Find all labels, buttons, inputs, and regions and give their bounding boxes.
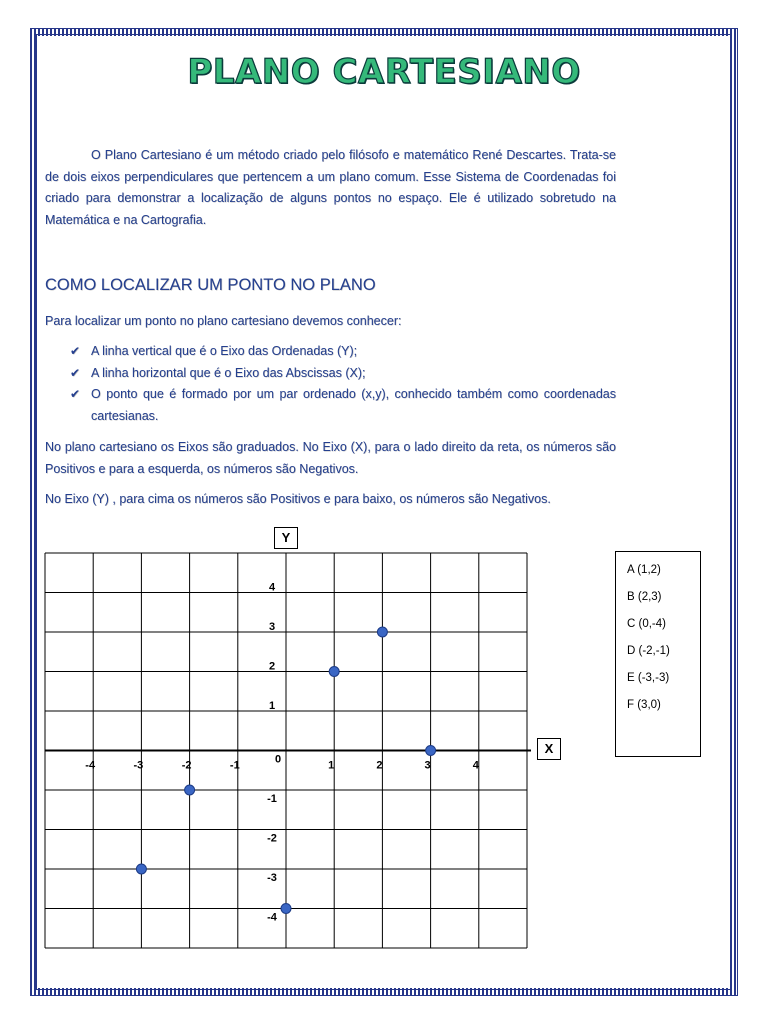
legend-item-f: F (3,0) — [627, 699, 661, 711]
y-axis-label: Y — [274, 527, 298, 549]
x-axis-label: X — [537, 738, 561, 760]
y-tick-label: 2 — [268, 660, 276, 673]
y-tick-label: 3 — [268, 621, 276, 633]
paragraph-eixo-x: No plano cartesiano os Eixos são graduados. No Eixo (X), para o lado direito da reta, os números são Positivos e para a esquerda, os números são Negativos. — [45, 440, 616, 476]
list-item-text: A linha horizontal que é o Eixo das Abscissas (X); — [91, 365, 366, 380]
y-tick-label: -3 — [267, 872, 277, 884]
data-point — [329, 667, 339, 677]
legend-item-c: C (0,-4) — [627, 618, 666, 630]
x-tick-label: 2 — [376, 759, 383, 772]
y-tick-label: 1 — [268, 700, 276, 712]
y-tick-label: 4 — [268, 581, 276, 594]
data-point — [281, 904, 291, 914]
data-point — [136, 864, 146, 874]
page-title: PLANO CARTESIANO — [187, 52, 581, 92]
x-tick-label: -3 — [133, 759, 144, 772]
check-icon: ✔ — [70, 344, 81, 358]
origin-label: 0 — [274, 753, 282, 766]
paragraph-conhecer: Para localizar um ponto no plano cartesiano devemos conhecer: — [45, 314, 402, 328]
y-tick-label: -1 — [267, 793, 277, 805]
x-tick-label: -1 — [229, 759, 240, 772]
legend-item-a: A (1,2) — [627, 564, 661, 576]
x-tick-label: 4 — [472, 759, 479, 772]
list-item-text: A linha vertical que é o Eixo das Ordenadas (Y); — [91, 344, 358, 358]
check-icon: ✔ — [70, 387, 81, 401]
legend-item-d: D (-2,-1) — [627, 645, 670, 657]
y-tick-label: -2 — [267, 832, 277, 845]
x-tick-label: 3 — [424, 759, 431, 772]
data-point — [185, 785, 195, 795]
section-heading: COMO LOCALIZAR UM PONTO NO PLANO — [45, 276, 376, 294]
x-tick-label: -4 — [85, 759, 96, 772]
list-item-text: O ponto que é formado por um par ordenado (x,y), conhecido também como coordenadas cartesianas. — [91, 387, 616, 423]
data-point — [377, 627, 387, 637]
x-tick-label: 1 — [328, 759, 335, 772]
intro-paragraph: O Plano Cartesiano é um método criado pelo filósofo e matemático René Descartes. Trata-se de dois eixos perpendiculares que pertencem a um plano comum. Esse Sistema de Coordenadas foi criado para demonstrar a localização de alguns pontos no espaço. Ele é utilizado sobretudo na Matemática e na Cartografia. — [45, 148, 616, 227]
check-icon: ✔ — [70, 365, 81, 380]
points-legend — [615, 551, 701, 757]
paragraph-eixo-y: No Eixo (Y) , para cima os números são Positivos e para baixo, os números são Negativos. — [45, 492, 551, 506]
y-tick-label: -4 — [267, 911, 277, 924]
data-point — [426, 746, 436, 756]
legend-item-e: E (-3,-3) — [627, 672, 670, 684]
legend-item-b: B (2,3) — [627, 591, 662, 603]
x-tick-label: -2 — [181, 759, 192, 772]
